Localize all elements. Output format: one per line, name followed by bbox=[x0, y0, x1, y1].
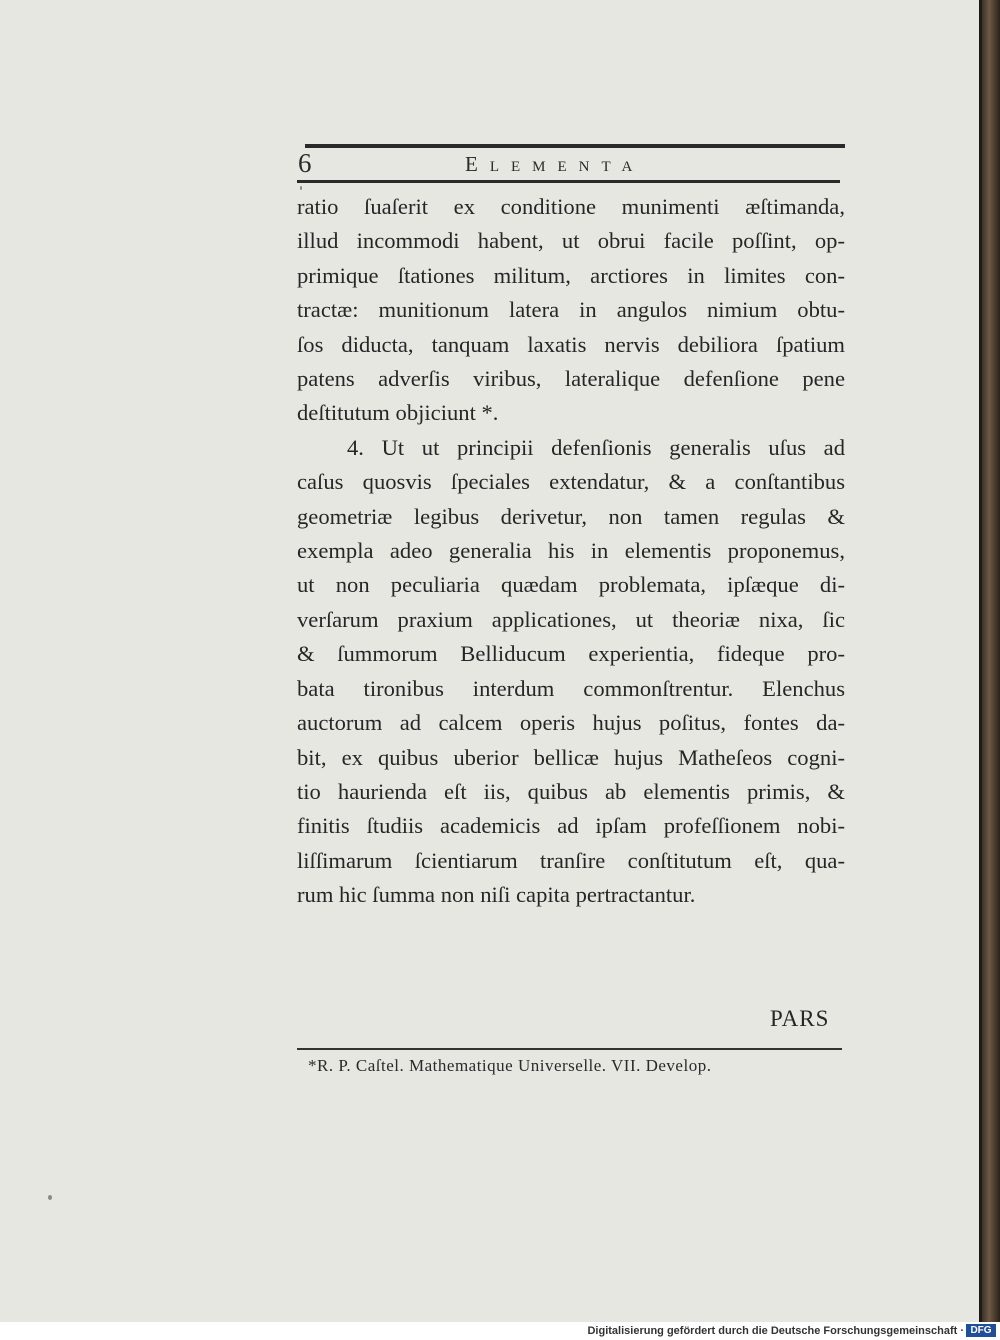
paper-speck bbox=[48, 1195, 52, 1200]
text-line: deſtitutum objiciunt *. bbox=[297, 400, 499, 426]
page-number: 6 bbox=[298, 148, 312, 178]
text-line: ratio ſuaſerit ex conditione munimenti æſtimanda, bbox=[297, 194, 845, 219]
body-text bbox=[297, 190, 845, 913]
text-line: bata tironibus interdum commonſtrentur. Elenchus bbox=[297, 675, 845, 701]
text-line: liſſimarum ſcientiarum tranſire conſtitutum eſt, qua- bbox=[297, 847, 845, 873]
text-line: tractæ: munitionum latera in angulos nimium obtu- bbox=[297, 297, 845, 323]
text-line: exempla adeo generalia his in elementis proponemus, bbox=[297, 538, 845, 564]
text-line: ſos diducta, tanquam laxatis nervis debiliora ſpatium bbox=[297, 331, 845, 357]
header-rule-bottom bbox=[297, 180, 840, 183]
text-line: rum hic ſumma non niſi capita pertractantur. bbox=[297, 882, 696, 908]
running-title: Elementa bbox=[465, 152, 645, 176]
dfg-logo: DFG bbox=[966, 1324, 996, 1337]
text-line: patens adverſis viribus, lateralique defenſione pene bbox=[297, 366, 845, 392]
book-edge bbox=[982, 0, 1000, 1322]
text-line: auctorum ad calcem operis hujus poſitus, fontes da- bbox=[297, 710, 845, 736]
text-line: finitis ſtudiis academicis ad ipſam profeſſionem nobi- bbox=[297, 813, 845, 839]
paper-speck bbox=[300, 186, 302, 190]
text-line: caſus quosvis ſpeciales extendatur, & a conſtantibus bbox=[297, 469, 845, 495]
text-line: verſarum praxium applicationes, ut theoriæ nixa, ſic bbox=[297, 606, 845, 632]
text-line: tio haurienda eſt iis, quibus ab elementis primis, & bbox=[297, 778, 845, 804]
header-rule-top bbox=[305, 144, 845, 148]
text-line: primique ſtationes militum, arctiores in limites con- bbox=[297, 262, 845, 288]
funding-note: Digitalisierung gefördert durch die Deutsche Forschungsgemeinschaft · bbox=[587, 1325, 964, 1337]
text-line: geometriæ legibus derivetur, non tamen regulas & bbox=[297, 503, 845, 529]
footnote: *R. P. Caſtel. Mathematique Universelle. VII. Develop. bbox=[308, 1056, 712, 1075]
footnote-rule bbox=[297, 1048, 842, 1050]
catchword: PARS bbox=[770, 1006, 830, 1031]
text-line: ut non peculiaria quædam problemata, ipſæque di- bbox=[297, 572, 845, 598]
paragraph-start-line: 4. Ut ut principii defenſionis generalis uſus ad bbox=[347, 434, 845, 460]
text-line: & ſummorum Belliducum experientia, fideque pro- bbox=[297, 641, 845, 667]
text-line: illud incommodi habent, ut obrui facile poſſint, op- bbox=[297, 228, 845, 254]
text-line: bit, ex quibus uberior bellicæ hujus Matheſeos cogni- bbox=[297, 744, 845, 770]
